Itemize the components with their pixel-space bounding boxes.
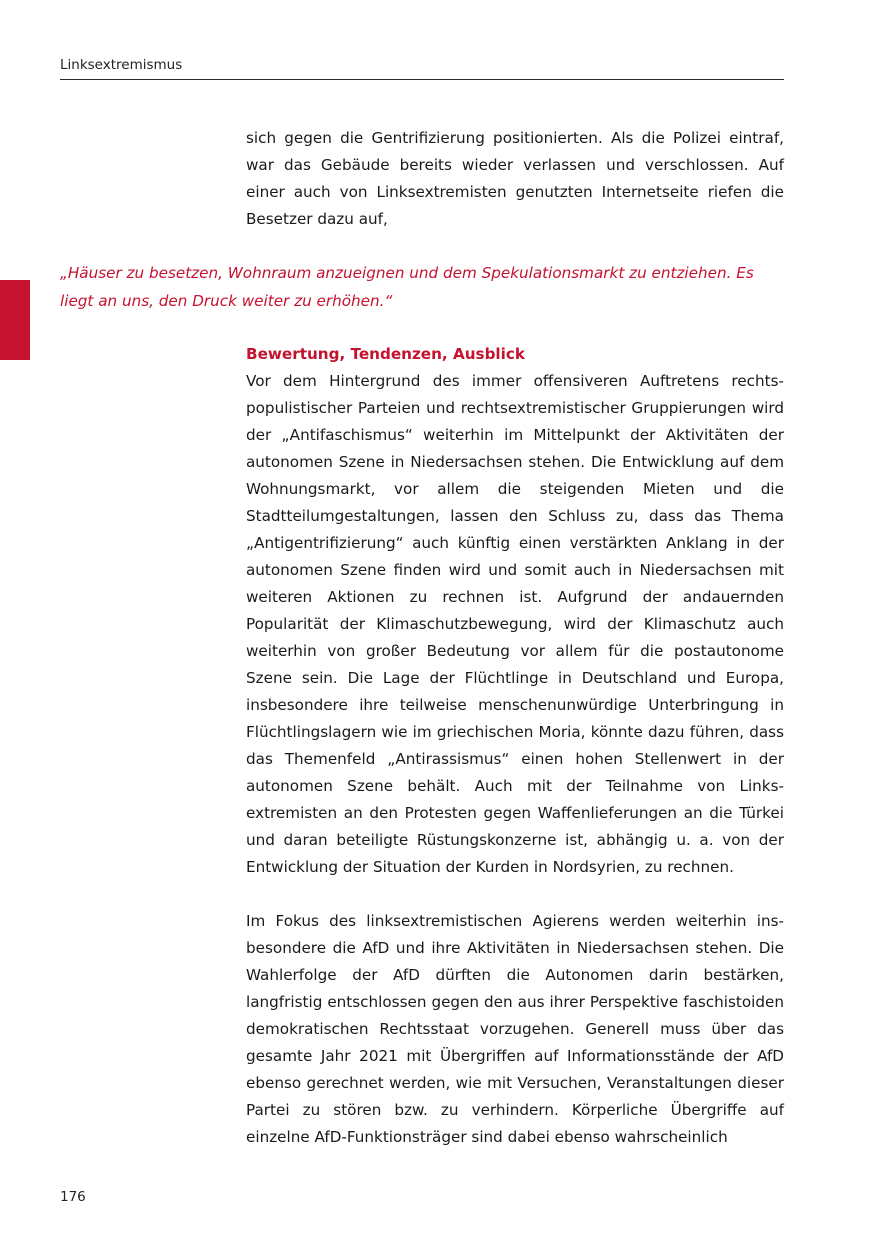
intro-paragraph-block xyxy=(246,125,784,233)
intro-paragraph: sich gegen die Gentrifizierung positionierten. Als die Polizei eintraf, war das Gebäude bereits wieder verlassen und verschlossen. Auf einer auch von Linksextremisten genutzten Internetseite riefen die Besetzer dazu auf, xyxy=(246,129,784,228)
block-quote: „Häuser zu besetzen, Wohnraum anzueignen und dem Spekulationsmarkt zu entziehen. Es liegt an uns, den Druck weiter zu erhöhen.“ xyxy=(60,264,754,310)
paragraph-1-block xyxy=(246,368,784,881)
running-header xyxy=(60,57,784,80)
section-heading: Bewertung, Tendenzen, Ausblick xyxy=(246,345,525,363)
paragraph-1: Vor dem Hintergrund des immer offensiveren Auftretens rechtspopulistischer Parteien und rechtsextremistischer Gruppierungen wird der „Antifaschismus“ weiterhin im Mittelpunkt der Aktivitäten der autonomen Szene in Niedersachsen stehen. Die Entwicklung auf dem Wohnungsmarkt, vor allem die steigenden Mieten und die Stadtteilumgestaltungen, lassen den Schluss zu, dass das Thema „Antigentrifizierung“ auch künftig einen verstärkten Anklang in der autonomen Szene finden wird und somit auch in Niedersachsen mit weiteren Aktionen zu rechnen ist. Aufgrund der andauernden Popularität der Klimaschutzbewegung, wird der Klimaschutz auch weiterhin von großer Bedeutung vor allem für die postautonome Szene sein. Die Lage der Flüchtlinge in Deutschland und Europa, insbesondere ihre teilweise menschenunwürdige Unterbringung in Flüchtlingslagern wie im griechischen Moria, könnte dazu führen, dass das Themenfeld „Antirassismus“ einen hohen Stellenwert in der autonomen Szene behält. Auch mit der Teilnahme von Linksextremisten an den Protesten gegen Waffenlieferungen an die Türkei und daran beteiligte Rüstungskonzerne ist, abhängig u. a. von der Entwicklung der Situation der Kurden in Nordsyrien, zu rechnen. xyxy=(246,372,784,876)
chapter-marker xyxy=(0,280,30,360)
page-number: 176 xyxy=(60,1189,86,1205)
running-title: Linksextremismus xyxy=(60,57,183,73)
paragraph-2-block xyxy=(246,908,784,1151)
paragraph-2: Im Fokus des linksextremistischen Agierens werden weiterhin insbesondere die AfD und ihre Aktivitäten in Niedersachsen stehen. Die Wahlerfolge der AfD dürften die Autonomen darin bestärken, langfristig entschlossen gegen den aus ihrer Perspektive faschistoiden demokratischen Rechtsstaat vorzugehen. Generell muss über das gesamte Jahr 2021 mit Übergriffen auf Informationsstände der AfD ebenso gerechnet werden, wie mit Versuchen, Veranstaltungen dieser Partei zu stören bzw. zu verhindern. Körperliche Übergriffe auf einzelne AfD-Funktionsträger sind dabei ebenso wahrscheinlich xyxy=(246,912,784,1146)
